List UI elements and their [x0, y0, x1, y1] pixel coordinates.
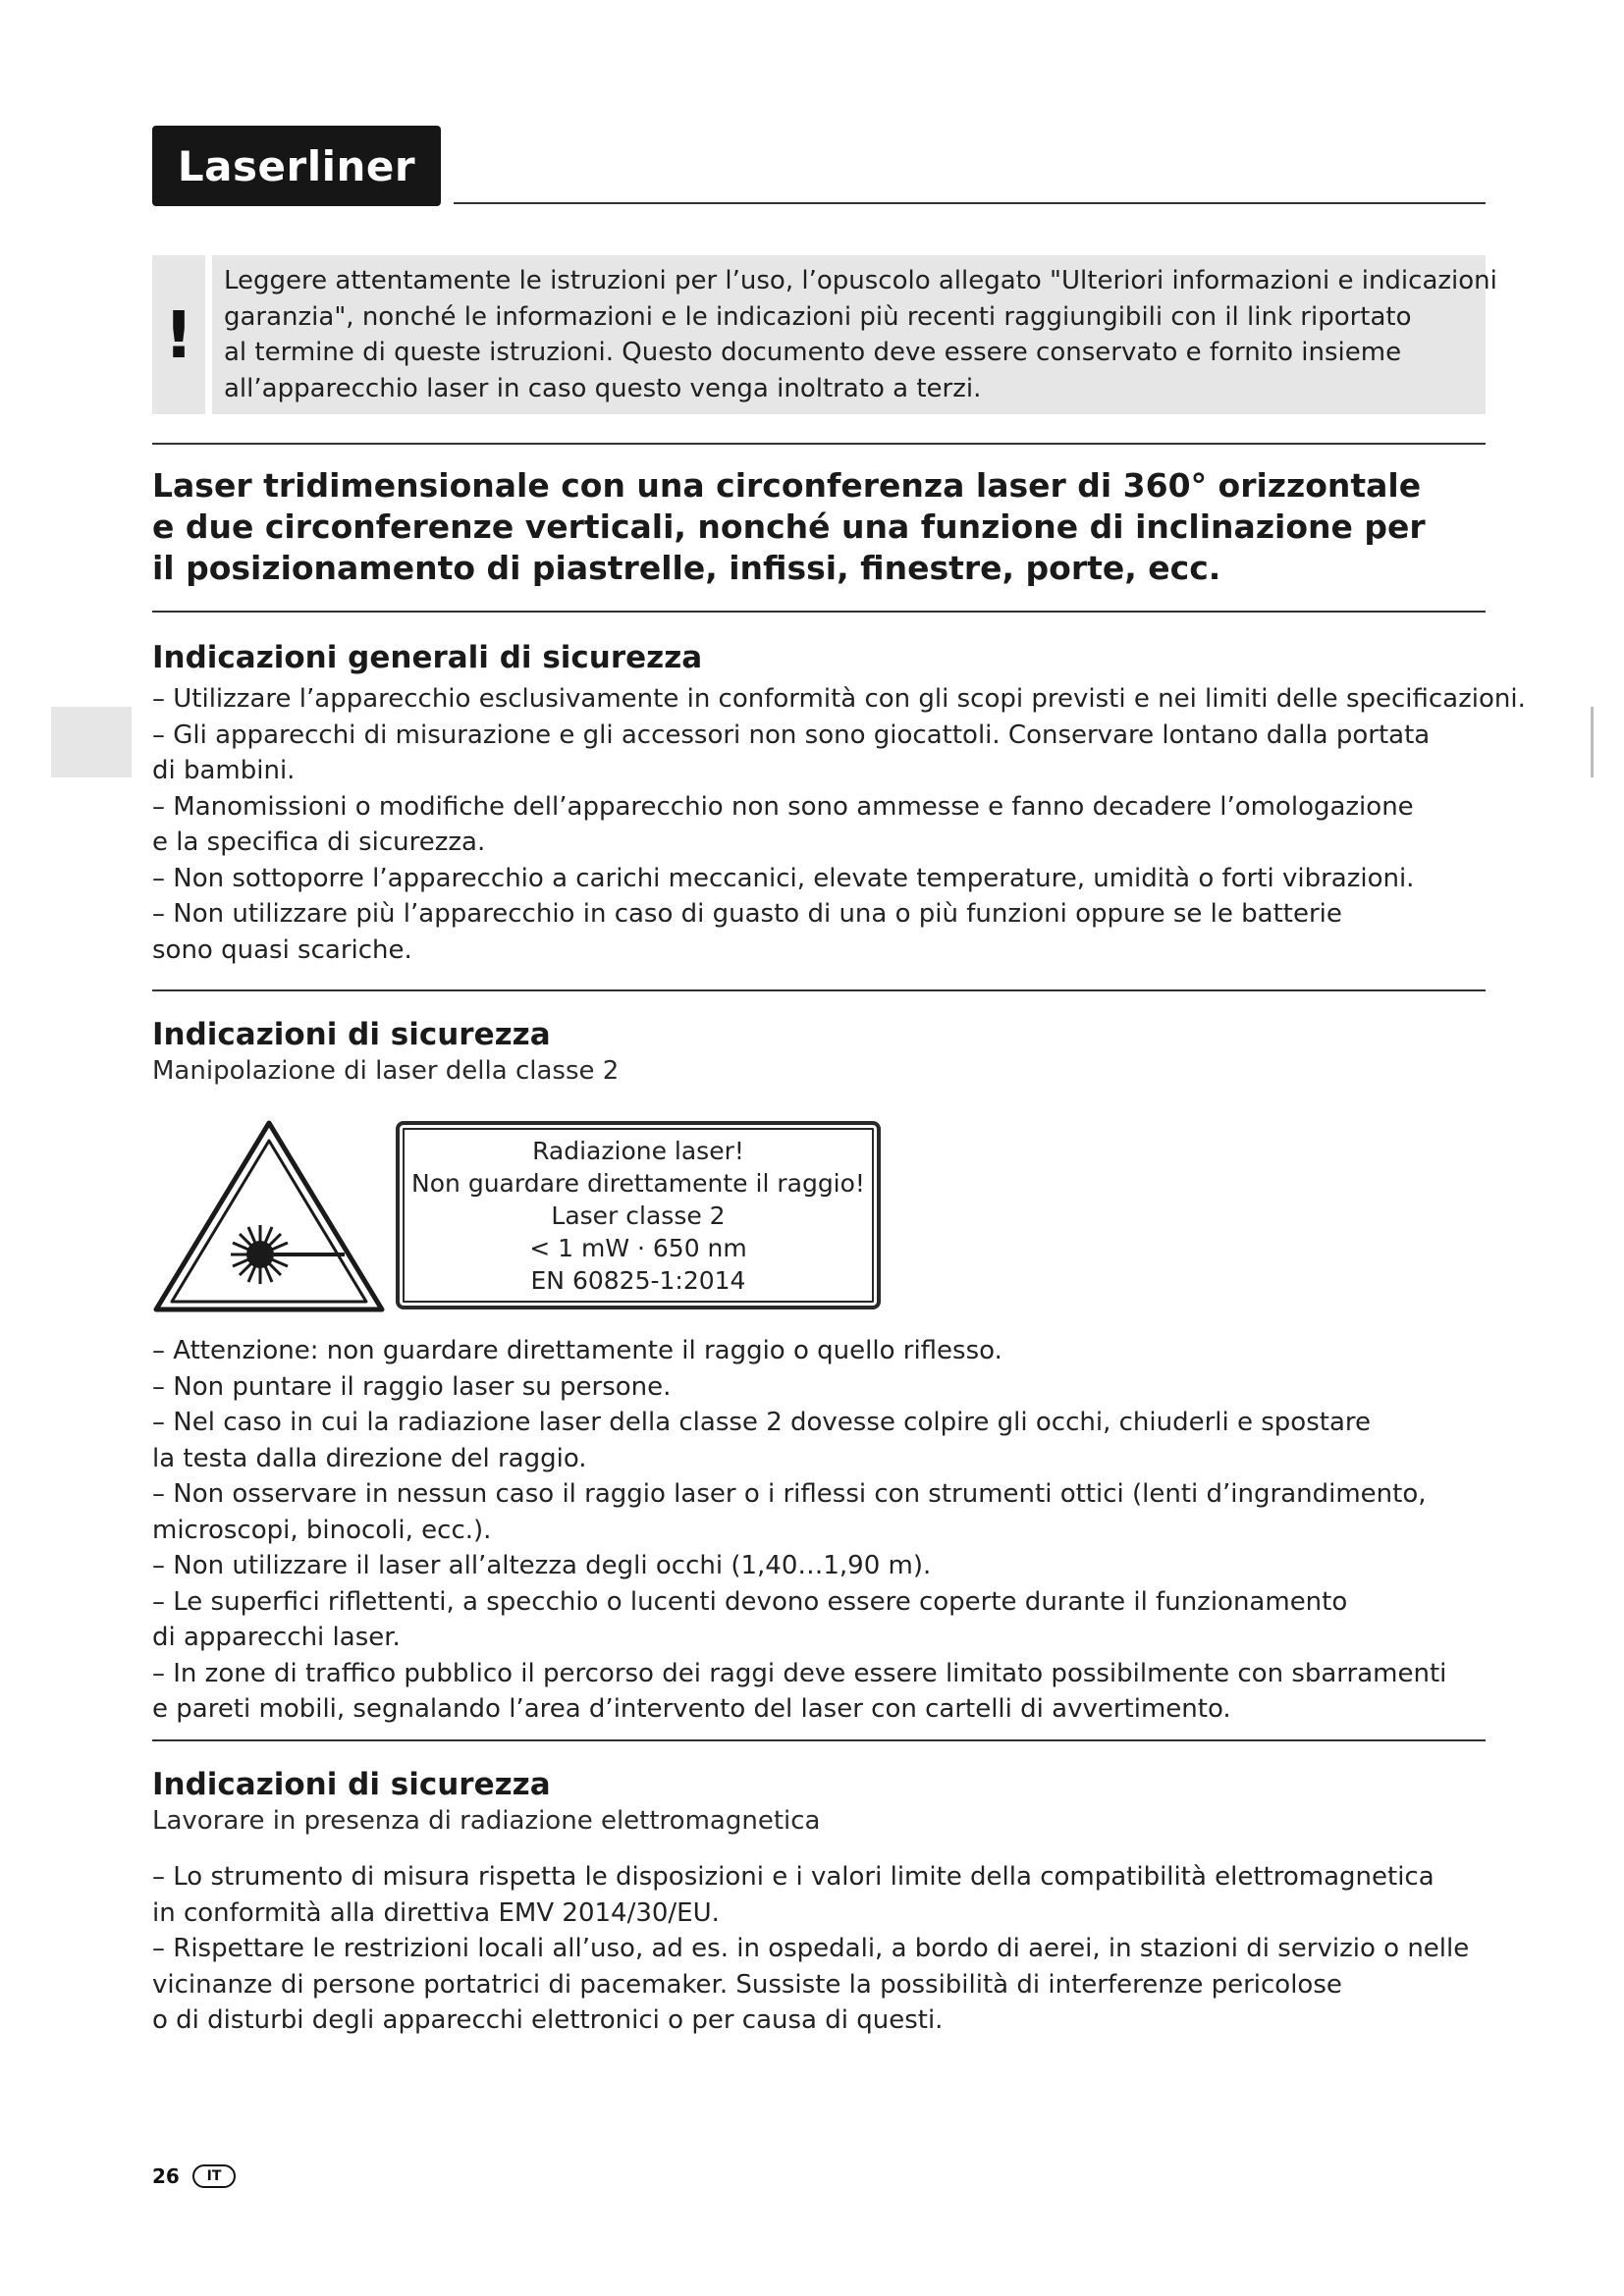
laser-class-label — [396, 1121, 881, 1309]
label-line: EN 60825-1:2014 — [530, 1265, 746, 1295]
list-item: – Utilizzare l’apparecchio esclusivamente in conformità con gli scopi previsti e nei limiti delle specificazioni. — [152, 684, 1526, 714]
product-title-line: e due circonferenze verticali, nonché una funzione di inclinazione per — [152, 507, 1426, 546]
list-item: e la specifica di sicurezza. — [152, 828, 486, 857]
notice-line: al termine di queste istruzioni. Questo documento deve essere conservato e fornito insieme — [224, 338, 1402, 367]
list-item: sono quasi scariche. — [152, 934, 412, 965]
list-item: – In zone di traffico pubblico il percorso dei raggi deve essere limitato possibilmente con sbarramenti — [152, 1658, 1447, 1688]
label-line: < 1 mW · 650 nm — [529, 1233, 747, 1262]
product-title-line: il posizionamento di piastrelle, infissi, finestre, porte, ecc. — [152, 549, 1221, 587]
list-item: – Nel caso in cui la radiazione laser della classe 2 dovesse colpire gli occhi, chiuderli e spostare — [152, 1408, 1372, 1437]
label-line: Laser classe 2 — [551, 1201, 726, 1230]
label-line: Radiazione laser! — [532, 1136, 744, 1165]
list-item: microscopi, binocoli, ecc.). — [152, 1515, 492, 1545]
page-edge-mark — [1591, 707, 1594, 777]
emc-safety-list — [152, 1859, 1469, 2039]
list-item: – Non utilizzare il laser all’altezza degli occhi (1,40…1,90 m). — [152, 1551, 932, 1580]
list-item: – Rispettare le restrizioni locali all’uso, ad es. in ospedali, a bordo di aerei, in stazioni di servizio o nelle — [152, 1934, 1470, 1963]
section-heading-emc: Indicazioni di sicurezza — [152, 1767, 551, 1802]
list-item: – Lo strumento di misura rispetta le disposizioni e i valori limite della compatibilità elettromagnetica — [152, 1862, 1435, 1892]
list-item: – Non osservare in nessun caso il raggio laser o i riflessi con strumenti ottici (lenti d’ingrandimento, — [152, 1479, 1427, 1509]
list-item: vicinanze di persone portatrici di pacemaker. Sussiste la possibilità di interferenze pericolose — [152, 1969, 1342, 2000]
list-item: – Non utilizzare più l’apparecchio in caso di guasto di una o più funzioni oppure se le batterie — [152, 899, 1342, 929]
notice-line: all’apparecchio laser in caso questo venga inoltrato a terzi. — [224, 373, 982, 403]
section-subheading-laser: Manipolazione di laser della classe 2 — [152, 1056, 620, 1086]
laser-warning-icon — [152, 1119, 386, 1313]
divider — [152, 989, 1486, 991]
section-heading-general: Indicazioni generali di sicurezza — [152, 640, 703, 675]
product-title — [152, 465, 1468, 589]
warning-exclamation-icon: ! — [152, 255, 205, 414]
section-heading-laser: Indicazioni di sicurezza — [152, 1017, 551, 1052]
list-item: – Attenzione: non guardare direttamente il raggio o quello riflesso. — [152, 1336, 1002, 1365]
list-item: di apparecchi laser. — [152, 1623, 401, 1652]
notice-box — [212, 255, 1497, 414]
list-item: o di disturbi degli apparecchi elettronici o per causa di questi. — [152, 2005, 944, 2035]
label-line: Non guardare direttamente il raggio! — [411, 1168, 865, 1198]
laser-safety-list — [152, 1333, 1446, 1728]
divider — [152, 1739, 1486, 1741]
list-item: – Manomissioni o modifiche dell’apparecchio non sono ammesse e fanno decadere l’omologazione — [152, 791, 1414, 822]
list-item: – Gli apparecchi di misurazione e gli accessori non sono giocattoli. Conservare lontano dalla portata — [152, 720, 1431, 750]
list-item: – Non puntare il raggio laser su persone. — [152, 1371, 672, 1402]
list-item: in conformità alla direttiva EMV 2014/30/EU. — [152, 1897, 720, 1928]
divider — [152, 611, 1486, 613]
language-side-tab — [51, 707, 132, 777]
list-item: di bambini. — [152, 756, 296, 785]
notice-line: garanzia", nonché le informazioni e le indicazioni più recenti raggiungibili con il link riportato — [224, 301, 1412, 332]
section-subheading-emc: Lavorare in presenza di radiazione elettromagnetica — [152, 1806, 821, 1836]
product-title-line: Laser tridimensionale con una circonferenza laser di 360° orizzontale — [152, 466, 1422, 505]
notice-line: Leggere attentamente le istruzioni per l’uso, l’opuscolo allegato "Ulteriori informazioni e indicazioni — [224, 266, 1497, 295]
divider — [152, 443, 1486, 445]
brand-logo: Laserliner — [152, 126, 441, 206]
header-rule — [454, 202, 1486, 204]
list-item: la testa dalla direzione del raggio. — [152, 1443, 587, 1473]
list-item: e pareti mobili, segnalando l’area d’intervento del laser con cartelli di avvertimento. — [152, 1694, 1231, 1724]
general-safety-list — [152, 681, 1526, 968]
language-badge: IT — [192, 2164, 236, 2188]
list-item: – Le superfici riflettenti, a specchio o lucenti devono essere coperte durante il funzionamento — [152, 1586, 1348, 1617]
list-item: – Non sottoporre l’apparecchio a carichi meccanici, elevate temperature, umidità o forti vibrazioni. — [152, 863, 1415, 893]
page-number: 26 — [152, 2164, 180, 2188]
